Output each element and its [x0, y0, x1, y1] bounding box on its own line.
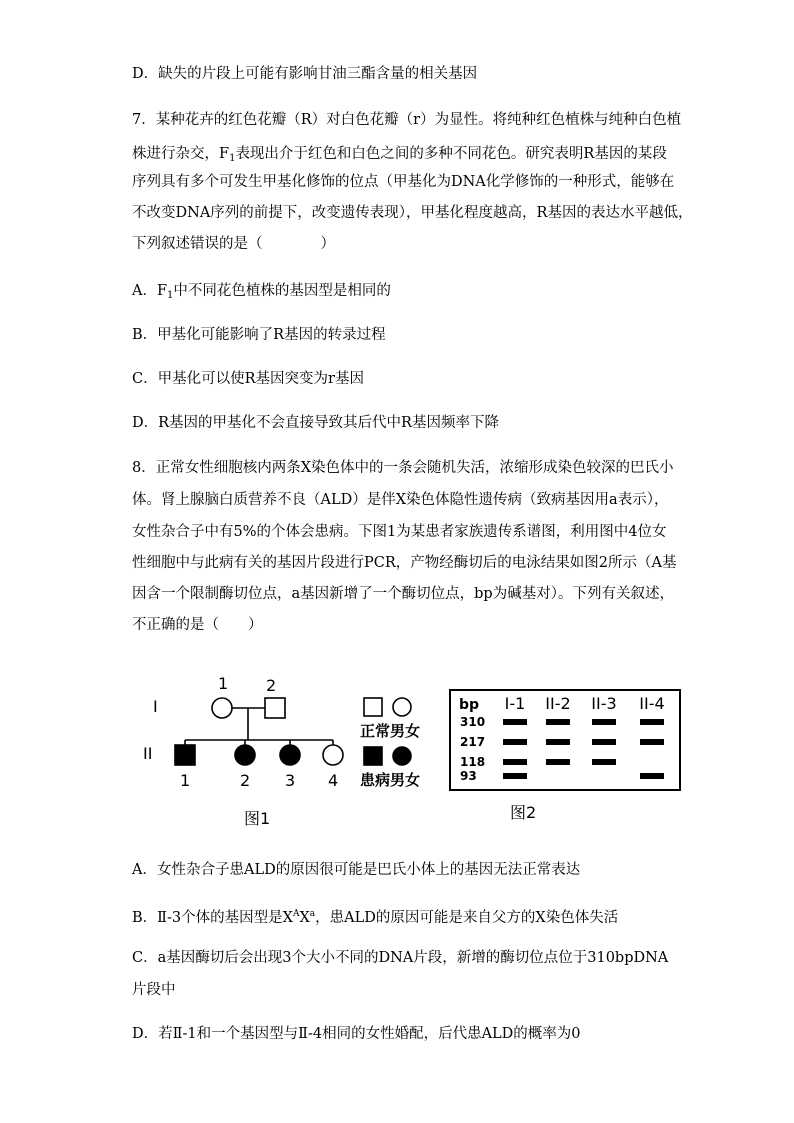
i1-normal-female — [212, 698, 232, 718]
legend-normal-label: 正常男女 — [360, 722, 421, 740]
gel-band-93-lane-1 — [503, 773, 527, 779]
gel-band-310-lane-1 — [503, 719, 527, 725]
legend-normal-female-symbol — [393, 698, 411, 716]
ii1-affected-male — [175, 745, 195, 765]
q7-stem-line-2-b: 表现出介于红色和白色之间的多种不同花色。研究表明R基因的某段 — [235, 146, 667, 162]
q8-option-a: A．女性杂合子患ALD的原因很可能是巴氏小体上的基因无法正常表达 — [132, 862, 581, 878]
q7-option-d: D．R基因的甲基化不会直接导致其后代中R基因频率下降 — [132, 415, 499, 431]
legend-affected-label: 患病男女 — [360, 771, 421, 789]
q8-option-c-line-1: C．a基因酶切后会出现3个大小不同的DNA片段，新增的酶切位点位于310bpDNA — [132, 950, 669, 966]
legend-normal-male-symbol — [364, 698, 382, 716]
gel-band-93-lane-4 — [640, 773, 664, 779]
q8-stem-line-4: 性细胞中与此病有关的基因片段进行PCR，产物经酶切后的电泳结果如图2所示（A基 — [132, 555, 677, 571]
q7-stem-line-1: 7．某种花卉的红色花瓣（R）对白色花瓣（r）为显性。将纯种红色植株与纯种白色植 — [132, 112, 682, 128]
q8-stem-line-1: 8．正常女性细胞核内两条X染色体中的一条会随机失活，浓缩形成染色较深的巴氏小 — [132, 460, 674, 476]
q7-stem-line-3: 序列具有多个可发生甲基化修饰的位点（甲基化为DNA化学修饰的一种形式，能够在 — [132, 174, 675, 190]
gel-lane-header-3: II-3 — [591, 694, 617, 713]
gel-lane-headers — [505, 694, 665, 713]
gel-size-label-118: 118 — [460, 755, 486, 769]
q8-option-b-mid: X — [299, 910, 310, 926]
legend-affected-male-symbol — [364, 747, 382, 765]
gel-lane-header-1: I-1 — [504, 694, 526, 713]
ii1-number: 1 — [180, 771, 191, 790]
q7-stem-line-2-a: 株进行杂交，F — [132, 146, 230, 162]
q7-stem-subscript: 1 — [229, 153, 236, 164]
ii2-number: 2 — [240, 771, 251, 790]
generation-label-1: I — [153, 697, 158, 716]
gel-band-118-lane-1 — [503, 759, 527, 765]
gel-bp-header: bp — [459, 697, 480, 713]
q8-stem-line-3: 女性杂合子中有5%的个体会患病。下图1为某患者家族遗传系谱图，利用图中4位女 — [132, 524, 667, 540]
q7-option-a-subscript: 1 — [167, 290, 174, 301]
gel-figure — [450, 690, 680, 822]
i2-normal-male — [265, 698, 285, 718]
q8-stem-line-2: 体。肾上腺脑白质营养不良（ALD）是伴X染色体隐性遗传病（致病基因用a表示）， — [132, 492, 669, 508]
gel-size-label-310: 310 — [460, 715, 486, 729]
q7-option-a — [132, 281, 391, 306]
ii4-number: 4 — [328, 771, 339, 790]
q8-option-b — [132, 904, 618, 928]
i2-number: 2 — [266, 676, 277, 695]
gel-band-310-lane-2 — [546, 719, 570, 725]
i1-number: 1 — [218, 674, 229, 693]
q8-option-b-sup-2: a — [309, 909, 316, 919]
q8-option-d: D．若Ⅱ-1和一个基因型与Ⅱ-4相同的女性婚配，后代患ALD的概率为0 — [132, 1026, 581, 1042]
q7-stem-line-5: 下列叙述错误的是（ ） — [132, 236, 335, 252]
q7-option-a-pre: A．F — [132, 283, 168, 299]
gel-band-217-lane-1 — [503, 739, 527, 745]
q8-stem-line-5: 因含一个限制酶切位点，a基因新增了一个酶切位点，bp为碱基对）。下列有关叙述， — [132, 586, 674, 602]
ii2-affected-female — [235, 745, 255, 765]
q7-option-a-post: 中不同花色植株的基因型是相同的 — [173, 283, 391, 299]
q6-option-d: D．缺失的片段上可能有影响甘油三酯含量的相关基因 — [132, 66, 478, 82]
gel-band-118-lane-2 — [546, 759, 570, 765]
q8-option-b-pre: B．Ⅱ-3个体的基因型是X — [132, 910, 293, 926]
q8-option-b-post: ，患ALD的原因可能是来自父方的X染色体失活 — [315, 910, 619, 926]
generation-label-2: II — [143, 744, 153, 763]
gel-band-310-lane-4 — [640, 719, 664, 725]
gel-lane-header-4: II-4 — [639, 694, 665, 713]
q7-option-c: C．甲基化可以使R基因突变为r基因 — [132, 371, 364, 387]
gel-size-label-217: 217 — [460, 735, 486, 749]
gel-band-310-lane-3 — [592, 719, 616, 725]
gel-size-labels — [460, 715, 485, 783]
q8-stem-line-6: 不正确的是（ ） — [132, 617, 263, 633]
gel-band-217-lane-3 — [592, 739, 616, 745]
q7-stem-line-2 — [132, 144, 667, 169]
gel-bands — [503, 719, 664, 779]
figure-2-caption: 图2 — [510, 803, 537, 822]
q8-option-c-line-2: 片段中 — [132, 982, 176, 998]
figure-1-caption: 图1 — [244, 809, 271, 828]
q7-option-b: B．甲基化可能影响了R基因的转录过程 — [132, 327, 386, 343]
gel-lane-header-2: II-2 — [545, 694, 571, 713]
ii3-affected-female — [280, 745, 300, 765]
gel-band-217-lane-2 — [546, 739, 570, 745]
gel-band-217-lane-4 — [640, 739, 664, 745]
q8-option-b-sup-1: A — [292, 909, 300, 919]
pedigree-chart — [143, 674, 420, 828]
q7-stem-line-4: 不改变DNA序列的前提下，改变遗传表现），甲基化程度越高，R基因的表达水平越低， — [132, 205, 693, 221]
gel-size-label-93: 93 — [460, 769, 477, 783]
legend-affected-female-symbol — [393, 747, 411, 765]
gel-band-118-lane-3 — [592, 759, 616, 765]
figure-pedigree-and-gel — [0, 660, 794, 840]
ii4-normal-female — [323, 745, 343, 765]
ii3-number: 3 — [285, 771, 296, 790]
